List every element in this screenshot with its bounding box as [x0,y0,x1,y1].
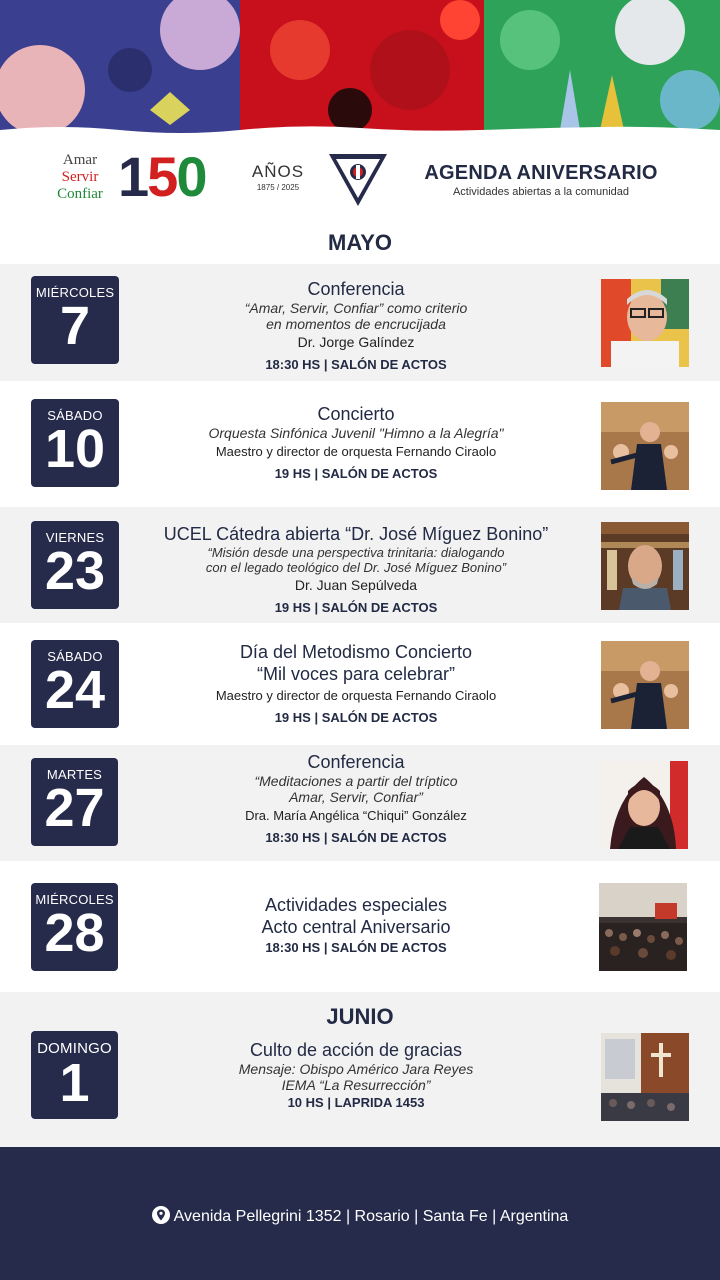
event-time-place: 18:30 HS | SALÓN DE ACTOS [265,830,447,845]
event-quote-line: “Meditaciones a partir del tríptico [254,773,458,789]
day-name: DOMINGO [37,1040,112,1057]
event-place: SALÓN DE ACTOS [321,466,438,481]
event-title-line: Actividades especiales [264,895,448,915]
date-box [31,1031,118,1119]
event-time: 10 HS [287,1095,324,1110]
speaker-photo [600,761,688,849]
event-details [130,523,582,616]
day-number: 27 [44,778,105,838]
event-row [0,507,720,623]
event-speaker: Maestro y director de orquesta Fernando Ciraolo [215,688,497,703]
event-speaker: Dra. María Angélica “Chiqui” González [245,808,467,823]
day-number: 24 [44,660,106,720]
event-speaker: Dr. Juan Sepúlveda [294,577,418,593]
event-quote-line: con el legado teológico del Dr. José Míguez Bonino” [205,560,507,575]
school-shield-logo [327,152,389,208]
location-pin-icon [152,1206,170,1224]
event-title: Culto de acción de gracias [249,1040,463,1060]
event-details [130,278,582,373]
event-time: 18:30 HS [265,830,321,845]
event-title: Conferencia [307,279,405,299]
auditorium-photo [599,883,687,971]
date-box [31,276,119,364]
footer-address: Avenida Pellegrini 1352 | Rosario | Santa Fe | Argentina [173,1208,569,1225]
event-details [130,751,582,846]
june-section [0,992,720,1147]
month-heading-may: MAYO [328,230,392,255]
day-number: 10 [44,419,106,479]
day-name: VIERNES [45,530,105,545]
event-quote-line: “Misión desde una perspectiva trinitaria: dialogando [207,545,505,560]
event-row [0,386,720,502]
agenda-heading [410,162,672,198]
date-box [31,758,118,846]
event-time-place: 19 HS | SALÓN DE ACTOS [274,600,438,615]
speaker-photo [601,522,689,610]
event-time-place: 19 HS | SALÓN DE ACTOS [274,710,438,725]
event-row [0,866,720,990]
event-speaker: Dr. Jorge Galíndez [297,334,415,350]
event-row [0,264,720,381]
event-title-line: “Mil voces para celebrar” [256,664,456,684]
anniversary-number [118,146,238,206]
event-quote-line: “Amar, Servir, Confiar” como criterio [244,300,468,316]
years-range: 1875 / 2025 [256,183,300,192]
day-name: MIÉRCOLES [35,285,115,300]
event-row [0,745,720,861]
anos-label-block [250,162,306,192]
event-place: LAPRIDA 1453 [334,1095,425,1110]
event-details [130,894,582,956]
event-time: 18:30 HS [265,357,321,372]
event-time-place: 18:30 HS | SALÓN DE ACTOS [265,940,447,955]
event-quote-line: en momentos de encrucijada [266,316,446,332]
event-quote-line: Orquesta Sinfónica Juvenil "Himno a la Alegría" [208,425,504,441]
event-row [0,628,720,740]
event-time: 19 HS [274,466,311,481]
footer-address-line [0,1206,720,1226]
event-time-place: 19 HS | SALÓN DE ACTOS [274,466,438,481]
day-name: SÁBADO [47,408,103,423]
event-time: 19 HS [274,710,311,725]
agenda-subtitle: Actividades abiertas a la comunidad [452,186,630,198]
day-number: 28 [44,903,105,963]
date-box [31,883,118,971]
agenda-title: AGENDA ANIVERSARIO [424,162,658,184]
event-quote-line: Amar, Servir, Confiar” [289,789,423,805]
event-title: Conferencia [307,752,405,772]
day-number: 7 [59,296,91,356]
hero-banner [0,0,720,140]
event-place: SALÓN DE ACTOS [331,940,447,955]
event-time-place: 10 HS | LAPRIDA 1453 [287,1095,425,1110]
date-box [31,640,119,728]
day-number: 23 [44,541,106,601]
event-title: Concierto [317,404,395,424]
date-box [31,399,119,487]
event-time-place: 18:30 HS | SALÓN DE ACTOS [265,357,447,372]
church-photo [601,1033,689,1121]
motto-amar: Amar [62,152,98,168]
event-details [130,641,582,726]
month-heading-june: JUNIO [326,1004,394,1029]
day-name: MARTES [46,767,103,782]
day-name: MIÉRCOLES [35,892,114,907]
event-title-line: Acto central Aniversario [261,917,451,937]
event-time: 18:30 HS [265,940,321,955]
event-place: SALÓN DE ACTOS [321,710,438,725]
event-title-line: Día del Metodismo Concierto [239,642,473,662]
conductor-photo [601,402,689,490]
speaker-photo [601,279,689,367]
event-quote-line: IEMA “La Resurrección” [281,1077,431,1093]
event-title: UCEL Cátedra abierta “Dr. José Míguez Bonino” [163,524,549,544]
event-details [130,1039,582,1111]
svg-text:150: 150 [118,146,206,206]
anos-label: AÑOS [251,162,305,181]
motto-servir: Servir [61,169,99,185]
date-box [31,521,119,609]
event-place: SALÓN DE ACTOS [331,357,447,372]
day-number: 1 [59,1053,90,1113]
motto-confiar: Confiar [57,186,103,202]
header [0,140,720,220]
event-place: SALÓN DE ACTOS [321,600,438,615]
footer [0,1147,720,1280]
motto [50,152,110,203]
event-speaker: Maestro y director de orquesta Fernando Ciraolo [215,444,497,459]
day-name: SÁBADO [47,649,103,664]
event-time: 19 HS [274,600,311,615]
conductor-photo [601,641,689,729]
event-details [130,403,582,482]
event-place: SALÓN DE ACTOS [331,830,447,845]
event-quote-line: Mensaje: Obispo Américo Jara Reyes [238,1061,474,1077]
